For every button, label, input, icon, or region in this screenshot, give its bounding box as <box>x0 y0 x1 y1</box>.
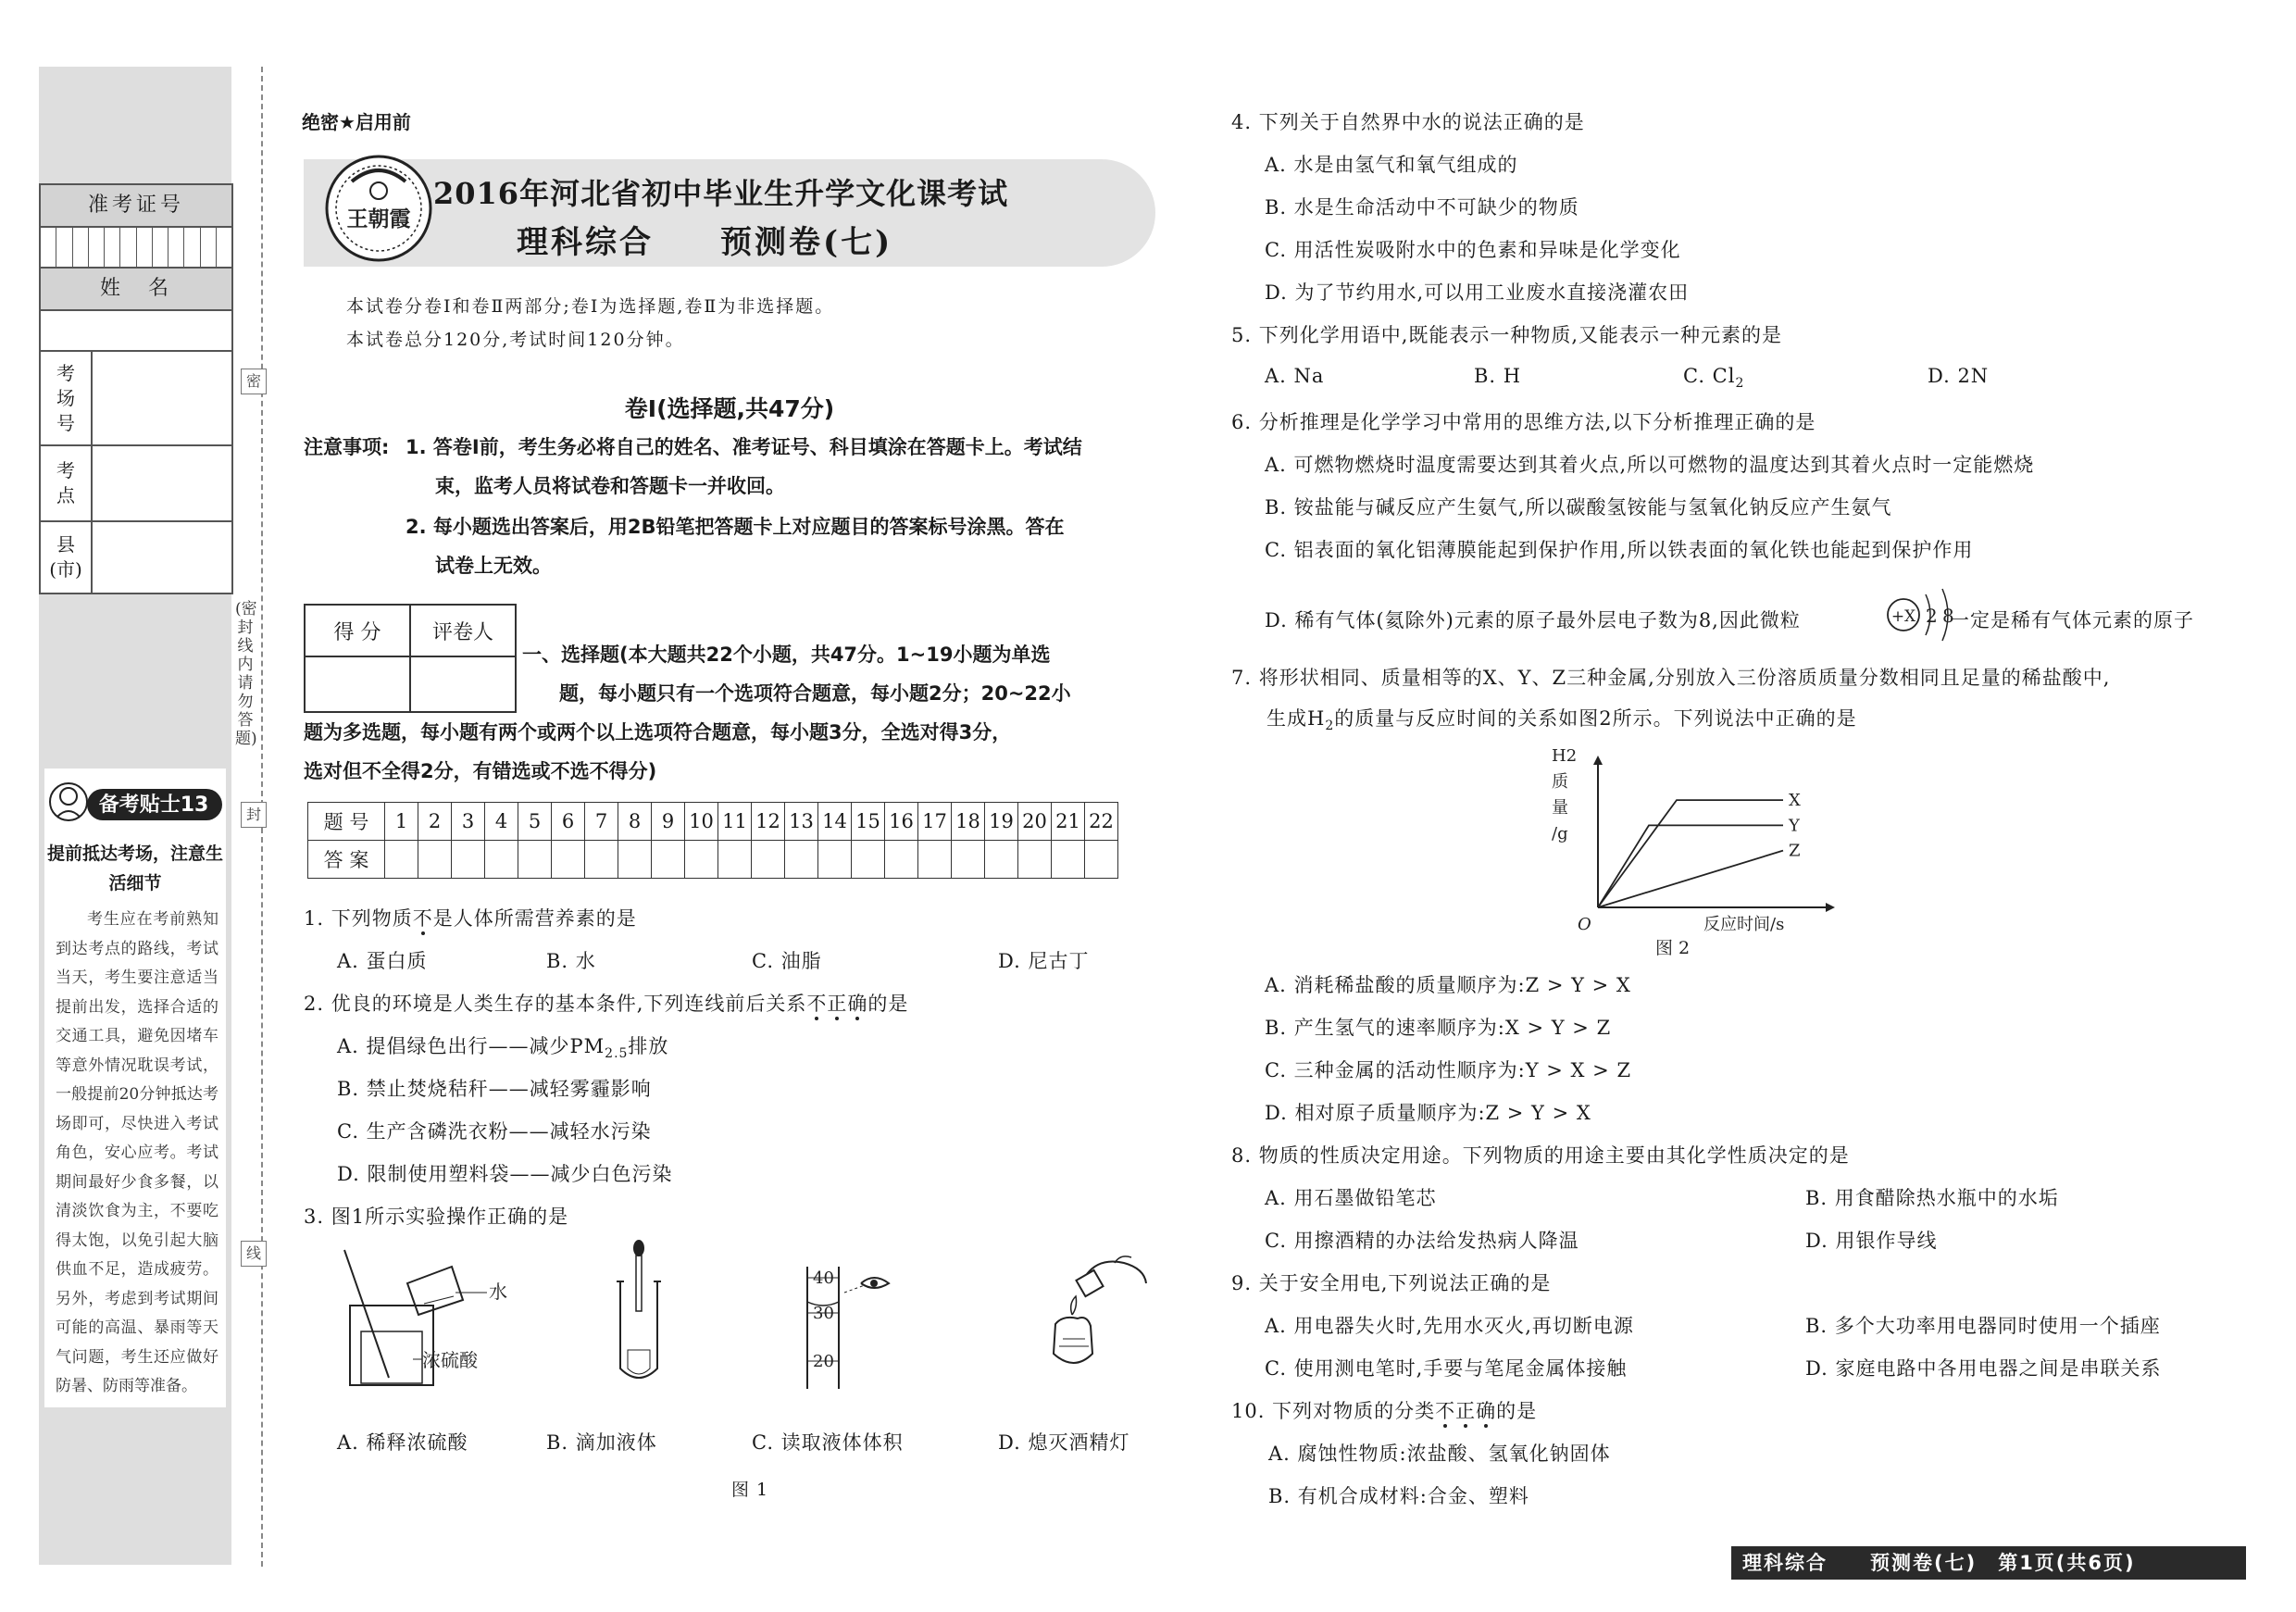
figure-drop-liquid <box>602 1239 676 1387</box>
question-number-cell: 16 <box>885 803 918 841</box>
question-number-cell: 22 <box>1085 803 1118 841</box>
q7-option-c: C. 三种金属的活动性顺序为:Y > X > Z <box>1265 1059 1632 1081</box>
instructions-1: 一、选择题(本大题共22个小题，共47分。1~19小题为单选 <box>522 644 1051 666</box>
q5-option-b: B. H <box>1474 365 1522 387</box>
answer-cell[interactable] <box>1018 841 1052 879</box>
grader-label: 评卷人 <box>410 605 516 656</box>
score-cell[interactable] <box>305 656 410 712</box>
answer-label: 答 案 <box>308 841 385 879</box>
answer-cell[interactable] <box>852 841 885 879</box>
atom-shell-1: 2 <box>1926 605 1938 627</box>
series-line-z <box>1598 851 1783 907</box>
figure-dilute-acid <box>333 1248 518 1387</box>
answer-cell[interactable] <box>885 841 918 879</box>
intro-line-1: 本试卷分卷Ⅰ和卷Ⅱ两部分;卷Ⅰ为选择题,卷Ⅱ为非选择题。 <box>346 296 835 317</box>
question-number-row <box>308 803 1118 841</box>
question-number-cell: 12 <box>752 803 785 841</box>
question-number-cell: 7 <box>585 803 618 841</box>
name-label: 姓 名 <box>41 269 231 311</box>
question-number-cell: 15 <box>852 803 885 841</box>
answer-cell[interactable] <box>552 841 585 879</box>
question-4: 4. 下列关于自然界中水的说法正确的是 <box>1231 111 1585 133</box>
label-water: 水 <box>489 1281 507 1303</box>
q7-option-b: B. 产生氢气的速率顺序为:X > Y > Z <box>1265 1017 1612 1039</box>
q8-option-c: C. 用擦酒精的办法给发热病人降温 <box>1265 1230 1579 1252</box>
footer-text: 理科综合 预测卷(七) 第1页(共6页) <box>1742 1552 2136 1574</box>
q9-option-b: B. 多个大功率用电器同时使用一个插座 <box>1805 1315 2161 1337</box>
series-line-y <box>1598 825 1783 907</box>
q2-option-d: D. 限制使用塑料袋——减少白色污染 <box>337 1163 673 1185</box>
figure-2-chart <box>1546 741 1842 959</box>
answer-cell[interactable] <box>718 841 752 879</box>
question-3: 3. 图1所示实验操作正确的是 <box>304 1206 569 1228</box>
exam-id-cells[interactable] <box>41 228 231 269</box>
label-conc-acid: 浓硫酸 <box>422 1349 478 1371</box>
page-footer <box>1731 1546 2246 1580</box>
q3-option-a: A. 稀释浓硫酸 <box>337 1431 468 1454</box>
seal-mark-xian: 线 <box>241 1241 267 1267</box>
question-8: 8. 物质的性质决定用途。下列物质的用途主要由其化学性质决定的是 <box>1231 1144 1850 1167</box>
score-label: 得 分 <box>305 605 410 656</box>
question-number-cell: 20 <box>1018 803 1052 841</box>
exam-site-label: 考 点 <box>41 446 93 520</box>
answer-cell[interactable] <box>785 841 818 879</box>
question-number-cell: 21 <box>1052 803 1085 841</box>
figure-1-caption: 图 1 <box>731 1480 769 1500</box>
answer-cell[interactable] <box>1052 841 1085 879</box>
question-10: 10. 下列对物质的分类不正确的是 <box>1231 1400 1538 1422</box>
y-axis-arrow <box>1593 756 1603 765</box>
exam-room-field[interactable] <box>41 352 231 446</box>
origin-label: O <box>1578 915 1591 934</box>
q8-option-d: D. 用银作导线 <box>1805 1230 1938 1252</box>
question-number-cell: 8 <box>618 803 652 841</box>
exam-id-label: 准考证号 <box>41 185 231 228</box>
q2-option-c: C. 生产含磷洗衣粉——减轻水污染 <box>337 1120 652 1143</box>
question-number-cell: 18 <box>952 803 985 841</box>
answer-cell[interactable] <box>618 841 652 879</box>
seal-note: (密封线内请勿答题) <box>235 600 257 748</box>
q7-option-a: A. 消耗稀盐酸的质量顺序为:Z > Y > X <box>1265 974 1631 996</box>
q2-option-b: B. 禁止焚烧秸秆——减轻雾霾影响 <box>337 1078 652 1100</box>
q2-option-a: A. 提倡绿色出行——减少$PM_{2.5}$排放 <box>337 1035 669 1062</box>
q1-option-a: A. 蛋白质 <box>337 950 428 972</box>
q7-option-d: D. 相对原子质量顺序为:Z > Y > X <box>1265 1102 1591 1124</box>
notice-2b: 试卷上无效。 <box>435 555 552 577</box>
question-number-cell: 2 <box>418 803 452 841</box>
question-number-cell: 10 <box>685 803 718 841</box>
question-number-cell: 13 <box>785 803 818 841</box>
q1-option-d: D. 尼古丁 <box>998 950 1090 972</box>
atom-nucleus: +X <box>1890 607 1916 626</box>
tip-banner <box>44 769 226 828</box>
county-label: 县 (市) <box>41 522 93 593</box>
answer-cell[interactable] <box>418 841 452 879</box>
q9-option-c: C. 使用测电笔时,手要与笔尾金属体接触 <box>1265 1357 1628 1380</box>
question-number-cell: 1 <box>385 803 418 841</box>
series-line-x <box>1598 800 1783 907</box>
logo-text: 王朝霞 <box>346 206 411 231</box>
answer-cell[interactable] <box>952 841 985 879</box>
series-label-y: Y <box>1789 816 1800 836</box>
tip-title: 提前抵达考场，注意生活细节 <box>46 843 223 893</box>
instructions-4: 选对但不全得2分，有错选或不选不得分) <box>304 760 657 782</box>
figure-2-caption: 图 2 <box>1655 938 1691 958</box>
chart-series <box>1598 791 1801 907</box>
figure-extinguish-lamp <box>1035 1250 1155 1380</box>
x-axis-label: 反应时间/s <box>1703 915 1785 934</box>
q10-option-a: A. 腐蚀性物质:浓盐酸、氢氧化钠固体 <box>1268 1443 1611 1465</box>
question-1: 1. 下列物质不是人体所需营养素的是 <box>304 907 637 930</box>
exam-site-field[interactable] <box>41 446 231 522</box>
confidential-mark: 绝密★启用前 <box>302 111 411 133</box>
q5-option-a: A. Na <box>1265 365 1325 387</box>
intro-line-2: 本试卷总分120分,考试时间120分钟。 <box>346 330 685 350</box>
series-label-x: X <box>1789 791 1801 811</box>
q10-option-b: B. 有机合成材料:合金、塑料 <box>1268 1485 1529 1507</box>
q6-option-d: D. 稀有气体(氦除外)元素的原子最外层电子数为8,因此微粒 <box>1265 609 1801 631</box>
score-table <box>304 604 517 713</box>
notice-1b: 束，监考人员将试卷和答题卡一并收回。 <box>435 475 785 497</box>
question-number-cell: 5 <box>518 803 552 841</box>
q1-option-c: C. 油脂 <box>752 950 822 972</box>
tip-banner-text: 备考贴士13 <box>98 794 209 817</box>
x-axis-arrow <box>1826 903 1835 912</box>
answer-row <box>308 841 1118 879</box>
name-field[interactable] <box>41 311 231 352</box>
atom-shell-2: 8 <box>1942 605 1954 627</box>
question-number-cell: 19 <box>985 803 1018 841</box>
answer-cell[interactable] <box>918 841 952 879</box>
tip-body: 考生应在考前熟知到达考点的路线，考试当天，考生要注意适当提前出发，选择合适的交通工具，避免因堵车等意外情况耽误考试，一般提前20分钟抵达考场即可，尽快进入考试角色，安心应考。考试期间最好少食多餐，以清淡饮食为主，不要吃得太饱，以免引起大脑供血不足，造成疲劳。另外，考虑到考试期间可能的高温、暴雨等天气问题，考生还应做好防暑、防雨等准备。 <box>56 910 218 1395</box>
question-7-line-1: 7. 将形状相同、质量相等的X、Y、Z三种金属,分别放入三份溶质质量分数相同且足量的稀盐酸中, <box>1231 667 2111 689</box>
q8-option-a: A. 用石墨做铅笔芯 <box>1265 1187 1437 1209</box>
tick-20: 20 <box>813 1352 834 1371</box>
q3-option-d: D. 熄灭酒精灯 <box>998 1431 1130 1454</box>
question-2: 2. 优良的环境是人类生存的基本条件,下列连线前后关系不正确的是 <box>304 993 909 1015</box>
question-number-cell: 14 <box>818 803 852 841</box>
exam-subject: 理科综合 <box>517 224 654 261</box>
county-field[interactable] <box>41 522 231 593</box>
q3-option-c: C. 读取液体体积 <box>752 1431 904 1454</box>
notice-label: 注意事项: <box>304 436 390 458</box>
candidate-info-box <box>39 183 233 594</box>
q6-option-c: C. 铝表面的氧化铝薄膜能起到保护作用,所以铁表面的氧化铁也能起到保护作用 <box>1265 539 1974 561</box>
instructions-2: 题，每小题只有一个选项符合题意，每小题2分；20~22小 <box>559 682 1071 705</box>
answer-table <box>307 802 1118 879</box>
instructions-3: 题为多选题，每小题有两个或两个以上选项符合题意，每小题3分，全选对得3分， <box>304 721 1012 744</box>
series-label-z: Z <box>1789 841 1801 861</box>
answer-cell[interactable] <box>1085 841 1118 879</box>
q6-option-d-tail: 一定是稀有气体元素的原子 <box>1950 609 2194 631</box>
exam-tip-box <box>44 769 226 1407</box>
q4-option-d: D. 为了节约用水,可以用工业废水直接浇灌农田 <box>1265 281 1690 304</box>
answer-cell[interactable] <box>585 841 618 879</box>
q4-option-b: B. 水是生命活动中不可缺少的物质 <box>1265 196 1579 219</box>
question-9: 9. 关于安全用电,下列说法正确的是 <box>1231 1272 1552 1294</box>
seal-mark-feng: 封 <box>241 802 267 828</box>
question-number-cell: 17 <box>918 803 952 841</box>
q6-option-a: A. 可燃物燃烧时温度需要达到其着火点,所以可燃物的温度达到其着火点时一定能燃烧 <box>1265 454 2035 476</box>
q4-option-c: C. 用活性炭吸附水中的色素和异味是化学变化 <box>1265 239 1681 261</box>
q8-option-b: B. 用食醋除热水瓶中的水垢 <box>1805 1187 2059 1209</box>
figure-read-volume <box>796 1259 907 1389</box>
y-axis-label: H2 质量/g <box>1552 746 1578 843</box>
question-number-label: 题 号 <box>308 803 385 841</box>
notice-2a: 2. 每小题选出答案后，用2B铅笔把答题卡上对应题目的答案标号涂黑。答在 <box>406 516 1065 538</box>
notice-1a: 1. 答卷Ⅰ前，考生务必将自己的姓名、准考证号、科目填涂在答题卡上。考试结 <box>406 436 1082 458</box>
tick-30: 30 <box>813 1304 834 1323</box>
grader-cell[interactable] <box>410 656 516 712</box>
q3-option-b: B. 滴加液体 <box>546 1431 657 1454</box>
tick-40: 40 <box>813 1268 834 1288</box>
question-5: 5. 下列化学用语中,既能表示一种物质,又能表示一种元素的是 <box>1231 324 1783 346</box>
seal-mark-mi: 密 <box>241 369 267 394</box>
question-number-cell: 11 <box>718 803 752 841</box>
question-number-cell: 9 <box>652 803 685 841</box>
q5-option-d: D. 2N <box>1928 365 1990 387</box>
answer-cell[interactable] <box>818 841 852 879</box>
q1-option-b: B. 水 <box>546 950 596 972</box>
exam-paper-number: 预测卷(七) <box>720 224 893 261</box>
question-number-cell: 3 <box>452 803 485 841</box>
question-number-cell: 4 <box>485 803 518 841</box>
answer-cell[interactable] <box>452 841 485 879</box>
answer-cell[interactable] <box>518 841 552 879</box>
answer-cell[interactable] <box>752 841 785 879</box>
exam-room-label: 考 场 号 <box>41 352 93 444</box>
answer-cell[interactable] <box>652 841 685 879</box>
q4-option-a: A. 水是由氢气和氧气组成的 <box>1265 154 1518 176</box>
question-number-cell: 6 <box>552 803 585 841</box>
answer-cell[interactable] <box>485 841 518 879</box>
exam-title: 2016年河北省初中毕业生升学文化课考试 <box>433 176 1009 211</box>
q5-option-c: C. $Cl_2$ <box>1683 365 1745 392</box>
question-7-line-2: 生成$H_2$的质量与反应时间的关系如图2所示。下列说法中正确的是 <box>1267 707 1857 734</box>
answer-cell[interactable] <box>385 841 418 879</box>
publisher-logo <box>324 154 433 263</box>
q6-option-b: B. 铵盐能与碱反应产生氨气,所以碳酸氢铵能与氢氧化钠反应产生氨气 <box>1265 496 1892 519</box>
q9-option-a: A. 用电器失火时,先用水灭火,再切断电源 <box>1265 1315 1634 1337</box>
answer-cell[interactable] <box>985 841 1018 879</box>
answer-cell[interactable] <box>685 841 718 879</box>
section-title: 卷Ⅰ(选择题,共47分) <box>624 395 835 422</box>
q9-option-d: D. 家庭电路中各用电器之间是串联关系 <box>1805 1357 2162 1380</box>
question-6: 6. 分析推理是化学学习中常用的思维方法,以下分析推理正确的是 <box>1231 411 1816 433</box>
